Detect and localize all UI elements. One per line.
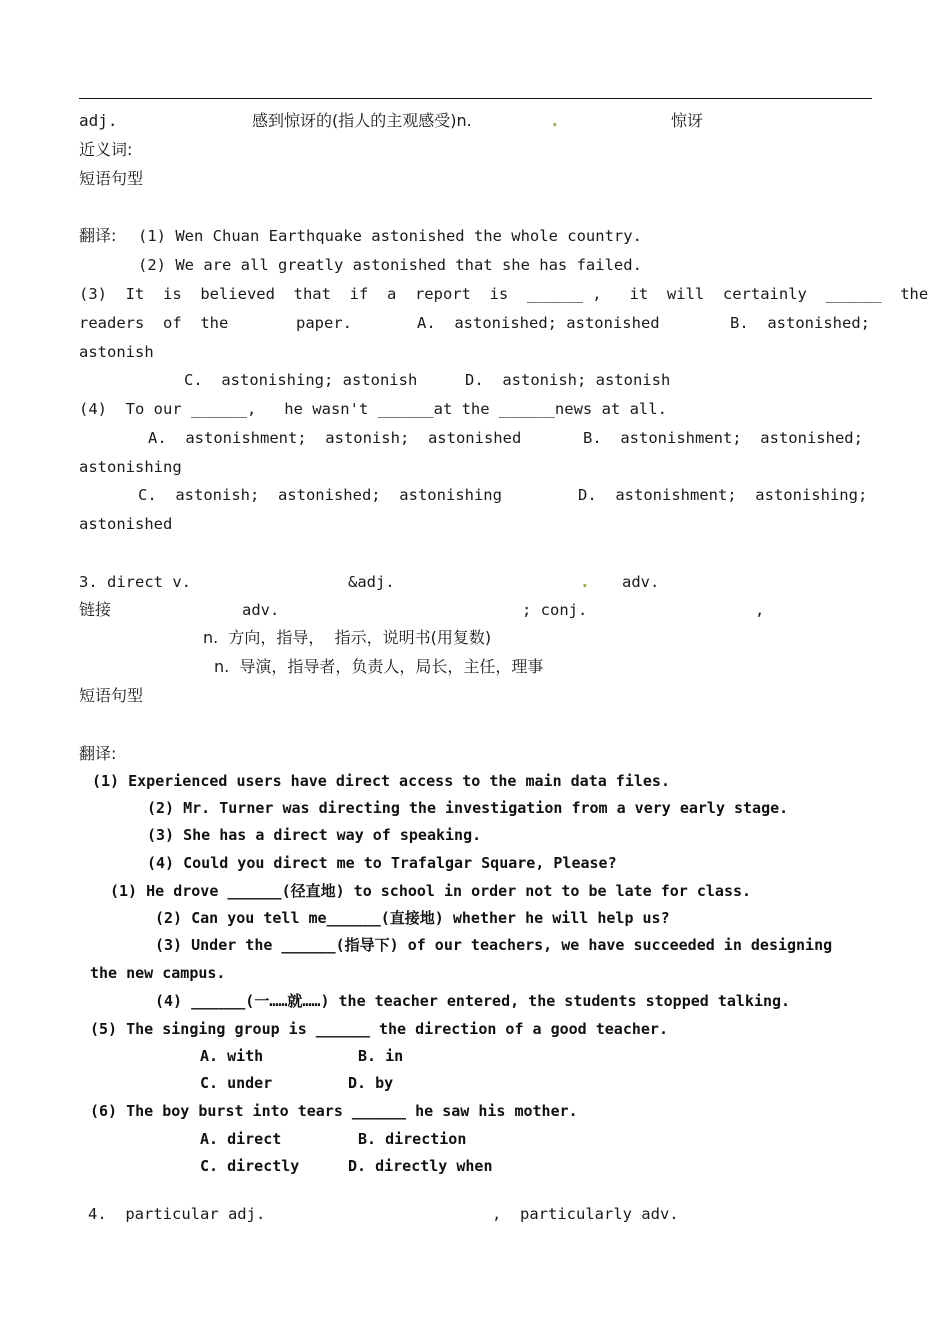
fill-5-option-c: C. under	[200, 1074, 273, 1092]
fill-5: (5) The singing group is ______ the direction of a good teacher.	[90, 1020, 668, 1038]
question-3-line2b: paper.	[296, 314, 352, 332]
question-3-option-b: B. astonished;	[730, 314, 870, 332]
top-rule	[79, 98, 872, 99]
sentence-1: (1) Wen Chuan Earthquake astonished the whole country.	[138, 227, 642, 245]
sentence-2: (2) We are all greatly astonished that she has failed.	[138, 256, 642, 274]
header-adj-meaning: 感到惊讶的(指人的主观感受)n.	[252, 111, 472, 130]
question-3-line1: (3) It is believed that if a report is ______ , it will certainly ______ the	[79, 285, 929, 303]
fill-3b: the new campus.	[90, 964, 226, 982]
link-comma: ,	[755, 601, 765, 619]
translate-label: 翻译:	[79, 226, 117, 245]
noun-meaning-2: n. 导演，指导者，负责人，局长，主任，理事	[214, 657, 544, 676]
fill-5-option-d: D. by	[348, 1074, 394, 1092]
question-4-option-c: C. astonish; astonished; astonishing	[138, 486, 502, 504]
noun-meaning-1: n. 方向，指导， 指示，说明书(用复数)	[203, 628, 492, 647]
fill-2: (2) Can you tell me______(直接地) whether he will help us?	[155, 909, 670, 927]
bold-sentence-2: (2) Mr. Turner was directing the investigation from a very early stage.	[147, 799, 789, 817]
fill-6-option-a: A. direct	[200, 1130, 282, 1148]
dot-mark: .	[550, 111, 560, 130]
fill-6-option-c: C. directly	[200, 1157, 300, 1175]
link-adv: adv.	[242, 601, 280, 619]
fill-1: (1) He drove ______(径直地) to school in order not to be late for class.	[110, 882, 752, 900]
bold-sentence-1: (1) Experienced users have direct access to the main data files.	[92, 772, 670, 790]
fill-6-option-b: B. direction	[358, 1130, 467, 1148]
fill-3a: (3) Under the ______(指导下) of our teachers, we have succeeded in designing	[155, 936, 833, 954]
direct-adv: adv.	[622, 573, 660, 591]
fill-5-option-a: A. with	[200, 1047, 264, 1065]
fill-4: (4) ______(一……就……) the teacher entered, the students stopped talking.	[155, 992, 791, 1010]
bold-sentence-4: (4) Could you direct me to Trafalgar Square, Please?	[147, 854, 617, 872]
question-4-option-a: A. astonishment; astonish; astonished	[148, 429, 522, 447]
fill-6-option-d: D. directly when	[348, 1157, 493, 1175]
link-conj: ; conj.	[522, 601, 588, 619]
translate-label-2: 翻译:	[79, 744, 117, 763]
question-3-option-c: C. astonishing; astonish	[184, 371, 418, 389]
question-3-option-a: A. astonished; astonished	[417, 314, 660, 332]
phrase-label: 短语句型	[79, 169, 144, 188]
direct-heading: 3. direct v.	[79, 573, 191, 591]
question-4-option-b: B. astonishment; astonished;	[583, 429, 863, 447]
dot-mark: .	[580, 572, 590, 591]
question-3-line2a: readers of the	[79, 314, 229, 332]
phrase-label-2: 短语句型	[79, 686, 144, 705]
question-4-wrap-1: astonishing	[79, 458, 182, 476]
header-adj: adj.	[79, 111, 118, 130]
fill-6: (6) The boy burst into tears ______ he saw his mother.	[90, 1102, 578, 1120]
question-3-option-d: D. astonish; astonish	[465, 371, 671, 389]
bold-sentence-3: (3) She has a direct way of speaking.	[147, 826, 482, 844]
question-3-line3: astonish	[79, 343, 154, 361]
header-noun-meaning: 惊讶	[671, 111, 704, 130]
particular-heading: 4. particular adj.	[88, 1205, 266, 1223]
fill-5-option-b: B. in	[358, 1047, 404, 1065]
question-4-line: (4) To our ______, he wasn't ______at the ______news at all.	[79, 400, 667, 418]
direct-adj: &adj.	[348, 573, 395, 591]
question-4-wrap-2: astonished	[79, 515, 173, 533]
synonym-label: 近义词:	[79, 140, 133, 159]
question-4-option-d: D. astonishment; astonishing;	[578, 486, 868, 504]
particular-tail: , particularly adv.	[492, 1205, 679, 1223]
link-label: 链接	[79, 600, 112, 619]
